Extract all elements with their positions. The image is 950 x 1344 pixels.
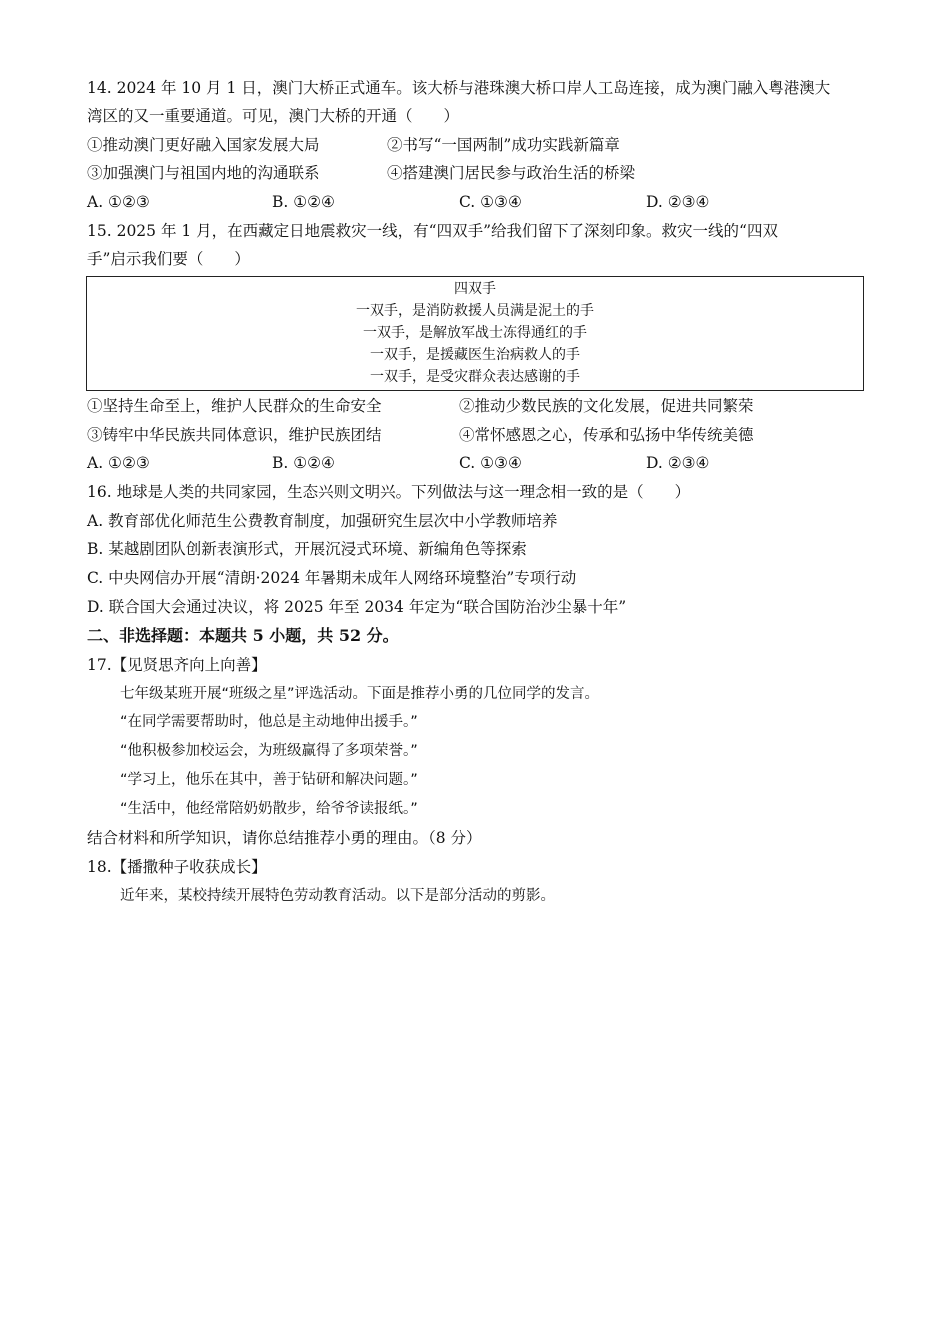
q15-stem-line2: 手”启示我们要（ ） [87, 250, 250, 268]
q15-item-2: ②推动少数民族的文化发展，促进共同繁荣 [459, 397, 754, 415]
q17-quote-4: “生活中，他经常陪奶奶散步，给爷爷读报纸。” [120, 801, 418, 817]
q15-box-title: 四双手 [454, 281, 496, 297]
q15-choice-c: C. ①③④ [459, 454, 522, 472]
q15-stem-line1: 15. 2025 年 1 月，在西藏定日地震救灾一线，有“四双手”给我们留下了深刻印象。救灾一线的“四双 [87, 222, 778, 240]
q15-choice-a: A. ①②③ [87, 454, 150, 472]
q15-item-4: ④常怀感恩之心，传承和弘扬中华传统美德 [459, 426, 754, 444]
q14-choice-d: D. ②③④ [646, 193, 710, 211]
q15-material-box [86, 276, 864, 391]
q17-title: 17.【见贤思齐向上向善】 [87, 656, 267, 674]
q17-quote-1: “在同学需要帮助时，他总是主动地伸出援手。” [120, 714, 418, 730]
q16-option-a: A. 教育部优化师范生公费教育制度，加强研究生层次中小学教师培养 [87, 512, 558, 530]
q16-option-c: C. 中央网信办开展“清朗·2024 年暑期未成年人网络环境整治”专项行动 [87, 569, 577, 587]
q15-choice-d: D. ②③④ [646, 454, 710, 472]
q15-choice-b: B. ①②④ [272, 454, 335, 472]
q17-intro: 七年级某班开展“班级之星”评选活动。下面是推荐小勇的几位同学的发言。 [120, 686, 600, 702]
q14-choice-c: C. ①③④ [459, 193, 522, 211]
q14-choice-b: B. ①②④ [272, 193, 335, 211]
q14-item-3: ③加强澳门与祖国内地的沟通联系 [87, 164, 320, 182]
q15-item-1: ①坚持生命至上，维护人民群众的生命安全 [87, 397, 382, 415]
q14-item-1: ①推动澳门更好融入国家发展大局 [87, 136, 320, 154]
q14-choice-a: A. ①②③ [87, 193, 150, 211]
q14-stem-line2: 湾区的又一重要通道。可见，澳门大桥的开通（ ） [87, 107, 460, 125]
q14-item-2: ②书写“一国两制”成功实践新篇章 [387, 136, 620, 154]
q14-stem-line1: 14. 2024 年 10 月 1 日，澳门大桥正式通车。该大桥与港珠澳大桥口岸人工岛连接，成为澳门融入粤港澳大 [87, 79, 831, 97]
q16-option-b: B. 某越剧团队创新表演形式，开展沉浸式环境、新编角色等探索 [87, 540, 527, 558]
q15-item-3: ③铸牢中华民族共同体意识，维护民族团结 [87, 426, 382, 444]
section-heading-non-choice: 二、非选择题：本题共 5 小题，共 52 分。 [87, 626, 399, 645]
q15-box-line-2: 一双手，是解放军战士冻得通红的手 [363, 325, 587, 341]
q18-title: 18.【播撒种子收获成长】 [87, 858, 267, 876]
q17-question: 结合材料和所学知识，请你总结推荐小勇的理由。（8 分） [87, 829, 482, 847]
q17-quote-2: “他积极参加校运会，为班级赢得了多项荣誉。” [120, 743, 418, 759]
q15-box-line-3: 一双手，是援藏医生治病救人的手 [370, 347, 580, 363]
q14-item-4: ④搭建澳门居民参与政治生活的桥梁 [387, 164, 636, 182]
q16-stem: 16. 地球是人类的共同家园，生态兴则文明兴。下列做法与这一理念相一致的是（ ） [87, 483, 691, 501]
q18-intro: 近年来，某校持续开展特色劳动教育活动。以下是部分活动的剪影。 [120, 888, 555, 904]
q16-option-d: D. 联合国大会通过决议，将 2025 年至 2034 年定为“联合国防治沙尘暴十年” [87, 598, 627, 616]
q15-box-line-1: 一双手，是消防救援人员满是泥土的手 [356, 303, 594, 319]
q17-quote-3: “学习上，他乐在其中，善于钻研和解决问题。” [120, 772, 418, 788]
q15-box-line-4: 一双手，是受灾群众表达感谢的手 [370, 369, 580, 385]
